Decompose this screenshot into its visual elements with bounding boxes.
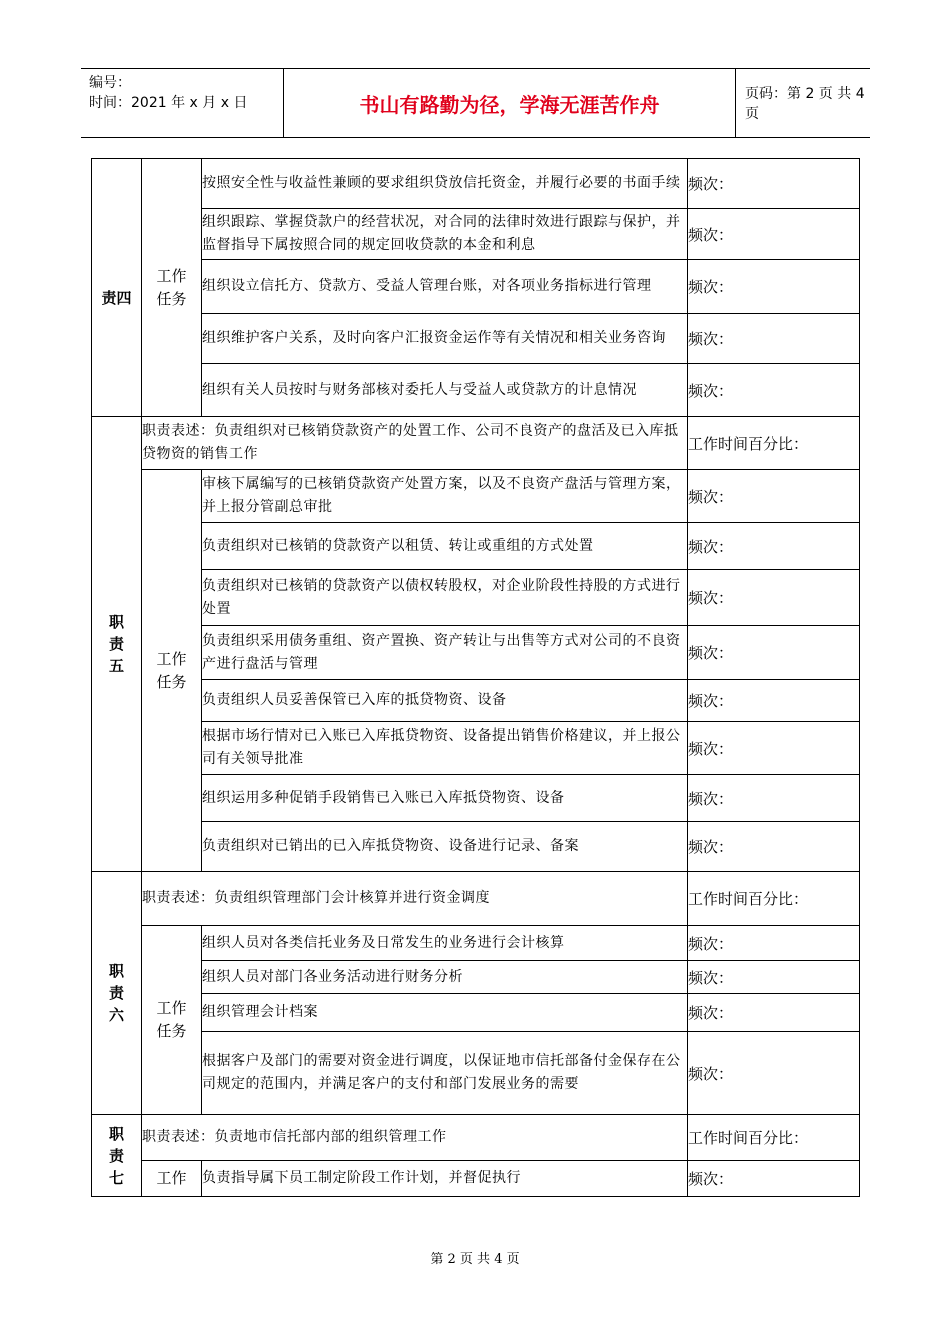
work-task-label xyxy=(142,926,202,1115)
task-cell: 负责组织对已核销的贷款资产以债权转股权，对企业阶段性持股的方式进行处置 xyxy=(202,570,688,626)
work-task-label xyxy=(142,470,202,872)
duty-label xyxy=(92,159,142,417)
task-cell: 审核下属编写的已核销贷款资产处置方案，以及不良资产盘活与管理方案，并上报分管副总审批 xyxy=(202,470,688,523)
table-row xyxy=(92,680,860,722)
frequency-cell: 频次： xyxy=(688,680,860,722)
table-row xyxy=(92,822,860,872)
duty-table xyxy=(91,158,860,1197)
frequency-cell: 频次： xyxy=(688,314,860,364)
task-cell: 组织跟踪、掌握贷款户的经营状况，对合同的法律时效进行跟踪与保护，并监督指导下属按照合同的规定回收贷款的本金和利息 xyxy=(202,209,688,260)
table-row xyxy=(92,523,860,570)
work-task-label: 工作 xyxy=(142,1161,202,1197)
duty-name: 责四 xyxy=(101,288,132,307)
work-task-text: 工作任务 xyxy=(156,266,187,308)
table-row xyxy=(92,775,860,822)
table-row xyxy=(92,1161,860,1197)
table-row xyxy=(92,722,860,775)
task-cell: 负责指导属下员工制定阶段工作计划，并督促执行 xyxy=(202,1161,688,1197)
duty-label xyxy=(92,1115,142,1197)
work-task-label xyxy=(142,159,202,417)
table-row xyxy=(92,994,860,1032)
duty-label xyxy=(92,872,142,1115)
task-cell: 组织设立信托方、贷款方、受益人管理台账，对各项业务指标进行管理 xyxy=(202,260,688,314)
document-number-label: 编号： xyxy=(89,75,131,91)
duty-description: 职责表述：负责地市信托部内部的组织管理工作 xyxy=(142,1115,688,1161)
table-row xyxy=(92,260,860,314)
table-row xyxy=(92,570,860,626)
frequency-cell: 频次： xyxy=(688,570,860,626)
task-cell: 负责组织采用债务重组、资产置换、资产转让与出售等方式对公司的不良资产进行盘活与管理 xyxy=(202,626,688,680)
task-cell: 组织管理会计档案 xyxy=(202,994,688,1032)
task-cell: 组织有关人员按时与财务部核对委托人与受益人或贷款方的计息情况 xyxy=(202,364,688,417)
frequency-cell: 频次： xyxy=(688,1032,860,1115)
task-cell: 按照安全性与收益性兼顾的要求组织贷放信托资金，并履行必要的书面手续 xyxy=(202,159,688,209)
table-row xyxy=(92,872,860,926)
table-row xyxy=(92,626,860,680)
task-cell: 根据市场行情对已入账已入库抵贷物资、设备提出销售价格建议，并上报公司有关领导批准 xyxy=(202,722,688,775)
frequency-cell: 频次： xyxy=(688,926,860,961)
duty-label xyxy=(92,417,142,872)
document-time-label: 时间：2021 年 x 月 x 日 xyxy=(89,95,248,111)
frequency-cell: 频次： xyxy=(688,822,860,872)
table-row xyxy=(92,364,860,417)
duty-description: 职责表述：负责组织管理部门会计核算并进行资金调度 xyxy=(142,872,688,926)
frequency-cell: 频次： xyxy=(688,1161,860,1197)
frequency-cell: 频次： xyxy=(688,523,860,570)
time-percent-cell: 工作时间百分比： xyxy=(688,872,860,926)
table-row xyxy=(92,209,860,260)
table-row xyxy=(92,1032,860,1115)
frequency-cell: 频次： xyxy=(688,994,860,1032)
duty-name: 职责七 xyxy=(108,1124,124,1187)
frequency-cell: 频次： xyxy=(688,159,860,209)
page-footer: 第 2 页 共 4 页 xyxy=(430,1252,520,1267)
task-cell: 负责组织人员妥善保管已入库的抵贷物资、设备 xyxy=(202,680,688,722)
header-page-label: 页码：第 2 页 共 4 页 xyxy=(745,86,865,122)
header-meta xyxy=(81,69,284,137)
frequency-cell: 频次： xyxy=(688,470,860,523)
duty-name: 职责六 xyxy=(108,962,124,1024)
table-row xyxy=(92,926,860,961)
frequency-cell: 频次： xyxy=(688,364,860,417)
page-header xyxy=(81,68,870,138)
task-cell: 负责组织对已销出的已入库抵贷物资、设备进行记录、备案 xyxy=(202,822,688,872)
table-row xyxy=(92,470,860,523)
table-row xyxy=(92,1115,860,1161)
frequency-cell: 频次： xyxy=(688,209,860,260)
frequency-cell: 频次： xyxy=(688,961,860,994)
frequency-cell: 频次： xyxy=(688,626,860,680)
time-percent-cell: 工作时间百分比： xyxy=(688,1115,860,1161)
frequency-cell: 频次： xyxy=(688,722,860,775)
task-cell: 负责组织对已核销的贷款资产以租赁、转让或重组的方式处置 xyxy=(202,523,688,570)
header-motto: 书山有路勤为径，学海无涯苦作舟 xyxy=(284,69,736,137)
duty-name: 职责五 xyxy=(108,613,124,675)
task-cell: 组织人员对各类信托业务及日常发生的业务进行会计核算 xyxy=(202,926,688,961)
time-percent-cell: 工作时间百分比： xyxy=(688,417,860,470)
task-cell: 组织维护客户关系，及时向客户汇报资金运作等有关情况和相关业务咨询 xyxy=(202,314,688,364)
task-cell: 组织运用多种促销手段销售已入账已入库抵贷物资、设备 xyxy=(202,775,688,822)
task-cell: 根据客户及部门的需要对资金进行调度，以保证地市信托部备付金保存在公司规定的范围内，并满足客户的支付和部门发展业务的需要 xyxy=(202,1032,688,1115)
frequency-cell: 频次： xyxy=(688,775,860,822)
table-row xyxy=(92,314,860,364)
table-row xyxy=(92,417,860,470)
work-task-text: 工作任务 xyxy=(156,999,187,1040)
frequency-cell: 频次： xyxy=(688,260,860,314)
work-task-text: 工作任务 xyxy=(156,649,187,691)
duty-description: 职责表述：负责组织对已核销贷款资产的处置工作、公司不良资产的盘活及已入库抵贷物资的销售工作 xyxy=(142,417,688,470)
table-row xyxy=(92,961,860,994)
table-row xyxy=(92,159,860,209)
task-cell: 组织人员对部门各业务活动进行财务分析 xyxy=(202,961,688,994)
